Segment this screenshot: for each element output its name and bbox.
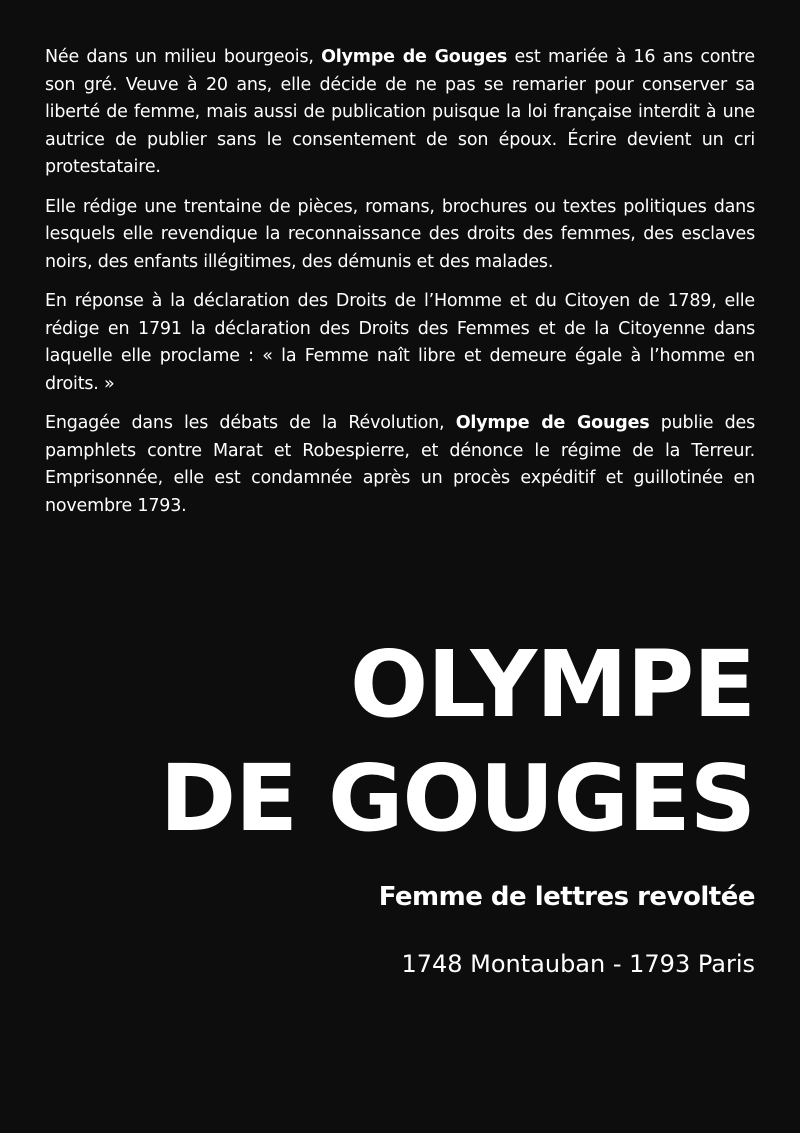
subtitle: Femme de lettres revoltée — [378, 882, 755, 912]
bio-p1-name: Olympe de Gouges — [321, 47, 508, 67]
bio-paragraph-4 — [45, 410, 755, 520]
title-line-2: DE GOUGES — [159, 745, 755, 852]
title-line-1: OLYMPE — [350, 631, 755, 738]
bio-p4-intro: Engagée dans les débats de la Révolution, — [45, 413, 456, 433]
biography-text — [45, 44, 755, 532]
page-title — [35, 628, 755, 856]
life-dates: 1748 Montauban - 1793 Paris — [401, 950, 755, 978]
bio-p4-rest: publie des pamphlets contre Marat et Robespierre, et dénonce le régime de la Terreur. Emprisonnée, elle est condamnée après un procès expéditif et guillotinée en novembre 1793. — [45, 413, 756, 516]
bio-p1-rest: est mariée à 16 ans contre son gré. Veuve à 20 ans, elle décide de ne pas se remarier pour conserver sa liberté de femme, mais aussi de publication puisque la loi française interdit à une autrice de publier sans le consentement de son époux. Écrire devient un cri protestataire. — [45, 47, 755, 177]
bio-paragraph-1 — [45, 44, 755, 182]
bio-p1-intro: Née dans un milieu bourgeois, — [45, 47, 322, 67]
bio-paragraph-3: En réponse à la déclaration des Droits de l’Homme et du Citoyen de 1789, elle rédige en 1791 la déclaration des Droits des Femmes et de la Citoyenne dans laquelle elle proclame : « la Femme naît libre et demeure égale à l’homme en droits. » — [45, 291, 755, 394]
bio-p4-name: Olympe de Gouges — [455, 413, 650, 433]
bio-paragraph-2: Elle rédige une trentaine de pièces, romans, brochures ou textes politiques dans lesquels elle revendique la reconnaissance des droits des femmes, des esclaves noirs, des enfants illégitimes, des démunis et des malades. — [45, 196, 755, 272]
